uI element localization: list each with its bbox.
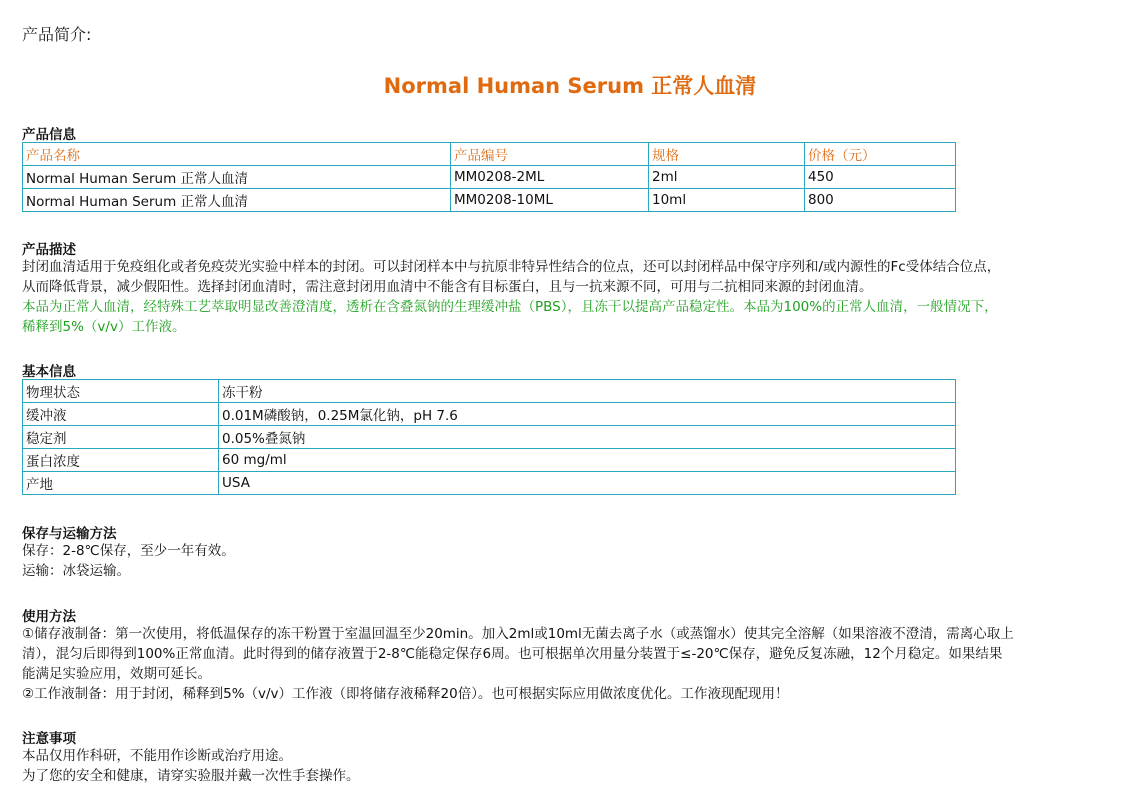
description-highlight-line: 稀释到5%（v/v）工作液。	[22, 319, 186, 335]
notes-heading: 注意事项	[22, 731, 76, 747]
table-cell: 0.05%叠氮钠	[219, 426, 956, 449]
table-cell: Normal Human Serum 正常人血清	[23, 189, 451, 212]
table-row	[23, 426, 956, 449]
storage-heading: 保存与运输方法	[22, 526, 117, 542]
usage-line: ②工作液制备：用于封闭，稀释到5%（v/v）工作液（即将储存液稀释20倍）。也可根据实际应用做浓度优化。工作液现配现用！	[22, 686, 789, 702]
storage-line: 保存：2-8℃保存，至少一年有效。	[22, 543, 235, 559]
table-cell: 缓冲液	[23, 403, 219, 426]
basic-info-table	[22, 379, 956, 495]
usage-line: 能满足实验应用，效期可延长。	[22, 666, 211, 682]
table-row	[23, 449, 956, 472]
notes-line: 本品仅用作科研，不能用作诊断或治疗用途。	[22, 748, 292, 764]
table-cell: Normal Human Serum 正常人血清	[23, 166, 451, 189]
table-cell: 稳定剂	[23, 426, 219, 449]
description-line: 从而降低背景，减少假阳性。选择封闭血清时，需注意封闭用血清中不能含有目标蛋白，且与一抗来源不同，可用与二抗相同来源的封闭血清。	[22, 279, 873, 295]
table-cell: 800	[805, 189, 956, 212]
usage-line: 清），混匀后即得到100%正常血清。此时得到的储存液置于2-8℃能稳定保存6周。也可根据单次用量分装置于≤-20℃保存，避免反复冻融，12个月稳定。如果结果	[22, 646, 1003, 662]
table-cell: 0.01M磷酸钠，0.25M氯化钠，pH 7.6	[219, 403, 956, 426]
table-row	[23, 166, 956, 189]
table-cell: MM0208-2ML	[451, 166, 649, 189]
table-cell: 10ml	[649, 189, 805, 212]
usage-line: ①储存液制备：第一次使用，将低温保存的冻干粉置于室温回温至少20min。加入2ml或10ml无菌去离子水（或蒸馏水）使其完全溶解（如果溶液不澄清，需离心取上	[22, 626, 1014, 642]
basic-info-heading: 基本信息	[22, 364, 76, 380]
header-cell: 产品名称	[23, 143, 451, 166]
notes-body	[22, 746, 1122, 786]
description-heading: 产品描述	[22, 242, 76, 258]
table-cell: 450	[805, 166, 956, 189]
table-cell: 60 mg/ml	[219, 449, 956, 472]
table-cell: 产地	[23, 472, 219, 495]
header-cell: 规格	[649, 143, 805, 166]
usage-heading: 使用方法	[22, 609, 76, 625]
table-cell: MM0208-10ML	[451, 189, 649, 212]
page-title: Normal Human Serum 正常人血清	[383, 74, 757, 98]
table-cell: 2ml	[649, 166, 805, 189]
table-cell: 蛋白浓度	[23, 449, 219, 472]
table-row	[23, 189, 956, 212]
notes-line: 为了您的安全和健康，请穿实验服并戴一次性手套操作。	[22, 768, 360, 784]
table-cell: 物理状态	[23, 380, 219, 403]
header-cell: 价格（元）	[805, 143, 956, 166]
description-line: 封闭血清适用于免疫组化或者免疫荧光实验中样本的封闭。可以封闭样本中与抗原非特异性结合的位点，还可以封闭样品中保守序列和/或内源性的Fc受体结合位点，	[22, 259, 1001, 275]
table-cell: USA	[219, 472, 956, 495]
table-header-row	[23, 143, 956, 166]
product-info-table	[22, 142, 956, 212]
table-row	[23, 472, 956, 495]
storage-line: 运输：冰袋运输。	[22, 563, 130, 579]
product-info-heading: 产品信息	[22, 127, 76, 143]
table-row	[23, 403, 956, 426]
header-cell: 产品编号	[451, 143, 649, 166]
storage-body	[22, 541, 1122, 581]
usage-body	[22, 624, 1122, 704]
description-body	[22, 257, 1122, 337]
intro-label: 产品简介:	[22, 25, 92, 44]
description-highlight-line: 本品为正常人血清，经特殊工艺萃取明显改善澄清度，透析在含叠氮钠的生理缓冲盐（PBS），且冻干以提高产品稳定性。本品为100%的正常人血清，一般情况下，	[22, 299, 998, 315]
table-row	[23, 380, 956, 403]
table-cell: 冻干粉	[219, 380, 956, 403]
